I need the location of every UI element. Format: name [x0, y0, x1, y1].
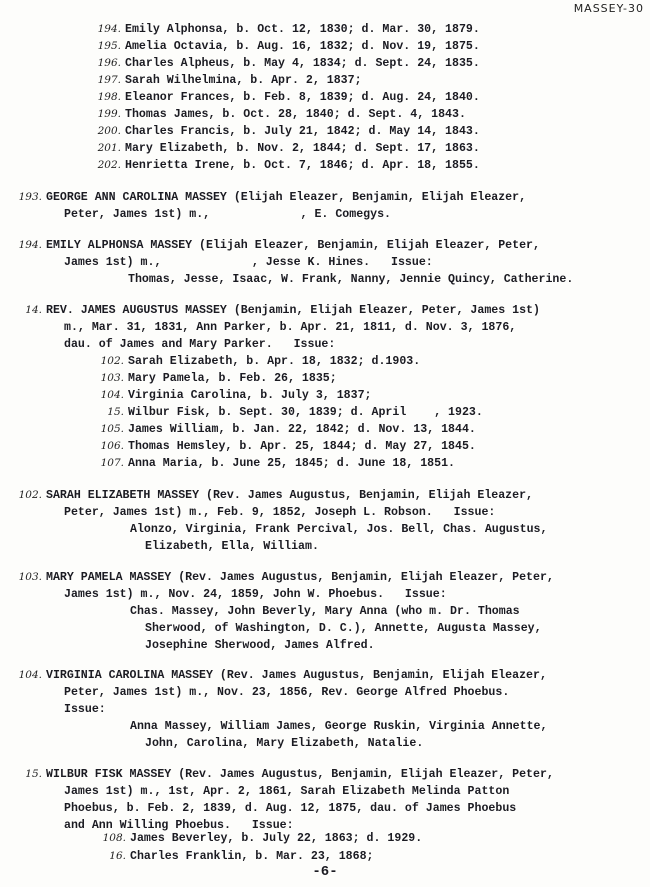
- line-text: Thomas James, b. Oct. 28, 1840; d. Sept. 4, 1843.: [125, 108, 466, 121]
- text-line: [125, 107, 466, 123]
- entry-number: 14.: [25, 304, 42, 316]
- text-line: [128, 422, 476, 438]
- line-text: and Ann Willing Phoebus. Issue:: [64, 819, 294, 832]
- line-text: Peter, James 1st) m., Nov. 23, 1856, Rev. George Alfred Phoebus.: [64, 686, 510, 699]
- text-line: [145, 621, 542, 637]
- line-text: EMILY ALPHONSA MASSEY (Elijah Eleazer, Benjamin, Elijah Eleazer, Peter,: [46, 239, 540, 252]
- text-line: [46, 767, 554, 783]
- line-text: Thomas, Jesse, Isaac, W. Frank, Nanny, Jennie Quincy, Catherine.: [128, 273, 574, 286]
- line-text: Charles Alpheus, b. May 4, 1834; d. Sept. 24, 1835.: [125, 57, 480, 70]
- text-line: [125, 124, 480, 140]
- text-line: [145, 638, 375, 654]
- text-line: [64, 784, 509, 800]
- entry-number: 195.: [97, 40, 121, 52]
- text-line: [64, 587, 447, 603]
- line-text: Issue:: [64, 703, 106, 716]
- page-corner-label: MASSEY-30: [573, 2, 644, 15]
- line-text: Chas. Massey, John Beverly, Mary Anna (who m. Dr. Thomas: [130, 605, 520, 618]
- line-text: James Beverley, b. July 22, 1863; d. 1929.: [130, 832, 423, 845]
- entry-number: 103.: [100, 372, 124, 384]
- text-line: [125, 141, 480, 157]
- entry-number: 200.: [97, 125, 121, 137]
- line-text: Wilbur Fisk, b. Sept. 30, 1839; d. April , 1923.: [128, 406, 483, 419]
- line-text: REV. JAMES AUGUSTUS MASSEY (Benjamin, Elijah Eleazer, Peter, James 1st): [46, 304, 540, 317]
- text-line: [128, 354, 420, 370]
- page-number: -6-: [312, 864, 338, 880]
- line-text: Anna Maria, b. June 25, 1845; d. June 18, 1851.: [128, 457, 455, 470]
- line-text: Virginia Carolina, b. July 3, 1837;: [128, 389, 372, 402]
- line-text: Amelia Octavia, b. Aug. 16, 1832; d. Nov. 19, 1875.: [125, 40, 480, 53]
- line-text: SARAH ELIZABETH MASSEY (Rev. James Augustus, Benjamin, Elijah Eleazer,: [46, 489, 534, 502]
- line-text: James 1st) m., Nov. 24, 1859, John W. Phoebus. Issue:: [64, 588, 447, 601]
- line-text: Eleanor Frances, b. Feb. 8, 1839; d. Aug. 24, 1840.: [125, 91, 480, 104]
- text-line: [125, 56, 480, 72]
- line-text: Mary Pamela, b. Feb. 26, 1835;: [128, 372, 337, 385]
- entry-number: 201.: [97, 142, 121, 154]
- text-line: [64, 255, 433, 271]
- text-line: [145, 539, 319, 555]
- line-text: Alonzo, Virginia, Frank Percival, Jos. Bell, Chas. Augustus,: [130, 523, 548, 536]
- text-line: [64, 685, 509, 701]
- text-line: [130, 849, 374, 865]
- line-text: John, Carolina, Mary Elizabeth, Natalie.: [145, 737, 424, 750]
- text-line: [46, 238, 540, 254]
- line-text: MARY PAMELA MASSEY (Rev. James Augustus, Benjamin, Elijah Eleazer, Peter,: [46, 571, 554, 584]
- text-line: [64, 505, 495, 521]
- line-text: Anna Massey, William James, George Ruskin, Virginia Annette,: [130, 720, 548, 733]
- entry-number: 108.: [102, 832, 126, 844]
- line-text: GEORGE ANN CAROLINA MASSEY (Elijah Eleazer, Benjamin, Elijah Eleazer,: [46, 191, 527, 204]
- text-line: [125, 39, 480, 55]
- text-line: [64, 320, 516, 336]
- entry-number: 193.: [18, 191, 42, 203]
- entry-number: 197.: [97, 74, 121, 86]
- entry-number: 105.: [100, 423, 124, 435]
- entry-number: 106.: [100, 440, 124, 452]
- text-line: [130, 522, 547, 538]
- line-text: Emily Alphonsa, b. Oct. 12, 1830; d. Mar. 30, 1879.: [125, 23, 480, 36]
- text-line: [128, 405, 483, 421]
- text-line: [46, 570, 554, 586]
- text-line: [64, 702, 106, 718]
- line-text: Peter, James 1st) m., , E. Comegys.: [64, 208, 391, 221]
- text-line: [125, 158, 480, 174]
- entry-number: 199.: [97, 108, 121, 120]
- line-text: Elizabeth, Ella, William.: [145, 540, 319, 553]
- line-text: Josephine Sherwood, James Alfred.: [145, 639, 375, 652]
- text-line: [128, 388, 372, 404]
- line-text: WILBUR FISK MASSEY (Rev. James Augustus, Benjamin, Elijah Eleazer, Peter,: [46, 768, 554, 781]
- line-text: Thomas Hemsley, b. Apr. 25, 1844; d. May 27, 1845.: [128, 440, 476, 453]
- entry-number: 103.: [18, 571, 42, 583]
- text-line: [130, 831, 422, 847]
- text-line: [130, 719, 547, 735]
- line-text: James 1st) m., , Jesse K. Hines. Issue:: [64, 256, 433, 269]
- text-line: [46, 190, 526, 206]
- line-text: VIRGINIA CAROLINA MASSEY (Rev. James Augustus, Benjamin, Elijah Eleazer,: [46, 669, 547, 682]
- line-text: Henrietta Irene, b. Oct. 7, 1846; d. Apr. 18, 1855.: [125, 159, 480, 172]
- entry-number: 104.: [18, 669, 42, 681]
- line-text: Sherwood, of Washington, D. C.), Annette, Augusta Massey,: [145, 622, 542, 635]
- line-text: Sarah Elizabeth, b. Apr. 18, 1832; d.1903.: [128, 355, 421, 368]
- text-line: [128, 439, 476, 455]
- text-line: [125, 73, 362, 89]
- line-text: Mary Elizabeth, b. Nov. 2, 1844; d. Sept. 17, 1863.: [125, 142, 480, 155]
- line-text: m., Mar. 31, 1831, Ann Parker, b. Apr. 21, 1811, d. Nov. 3, 1876,: [64, 321, 517, 334]
- entry-number: 196.: [97, 57, 121, 69]
- entry-number: 16.: [109, 850, 126, 862]
- text-line: [64, 337, 335, 353]
- entry-number: 194.: [18, 239, 42, 251]
- entry-number: 102.: [18, 489, 42, 501]
- entry-number: 194.: [97, 23, 121, 35]
- entry-number: 202.: [97, 159, 121, 171]
- text-line: [128, 371, 337, 387]
- line-text: James William, b. Jan. 22, 1842; d. Nov. 13, 1844.: [128, 423, 476, 436]
- text-line: [46, 488, 533, 504]
- line-text: dau. of James and Mary Parker. Issue:: [64, 338, 336, 351]
- text-line: [145, 736, 423, 752]
- line-text: Peter, James 1st) m., Feb. 9, 1852, Joseph L. Robson. Issue:: [64, 506, 496, 519]
- entry-number: 102.: [100, 355, 124, 367]
- line-text: Charles Francis, b. July 21, 1842; d. May 14, 1843.: [125, 125, 480, 138]
- text-line: [130, 604, 520, 620]
- line-text: Phoebus, b. Feb. 2, 1839, d. Aug. 12, 1875, dau. of James Phoebus: [64, 802, 517, 815]
- entry-number: 107.: [100, 457, 124, 469]
- entry-number: 15.: [107, 406, 124, 418]
- entry-number: 104.: [100, 389, 124, 401]
- text-line: [128, 456, 455, 472]
- line-text: Sarah Wilhelmina, b. Apr. 2, 1837;: [125, 74, 362, 87]
- entry-number: 15.: [25, 768, 42, 780]
- text-line: [46, 303, 540, 319]
- text-line: [125, 22, 480, 38]
- text-line: [64, 207, 391, 223]
- line-text: James 1st) m., 1st, Apr. 2, 1861, Sarah Elizabeth Melinda Patton: [64, 785, 510, 798]
- text-line: [64, 801, 516, 817]
- text-line: [125, 90, 480, 106]
- text-line: [128, 272, 573, 288]
- text-line: [46, 668, 547, 684]
- line-text: Charles Franklin, b. Mar. 23, 1868;: [130, 850, 374, 863]
- entry-number: 198.: [97, 91, 121, 103]
